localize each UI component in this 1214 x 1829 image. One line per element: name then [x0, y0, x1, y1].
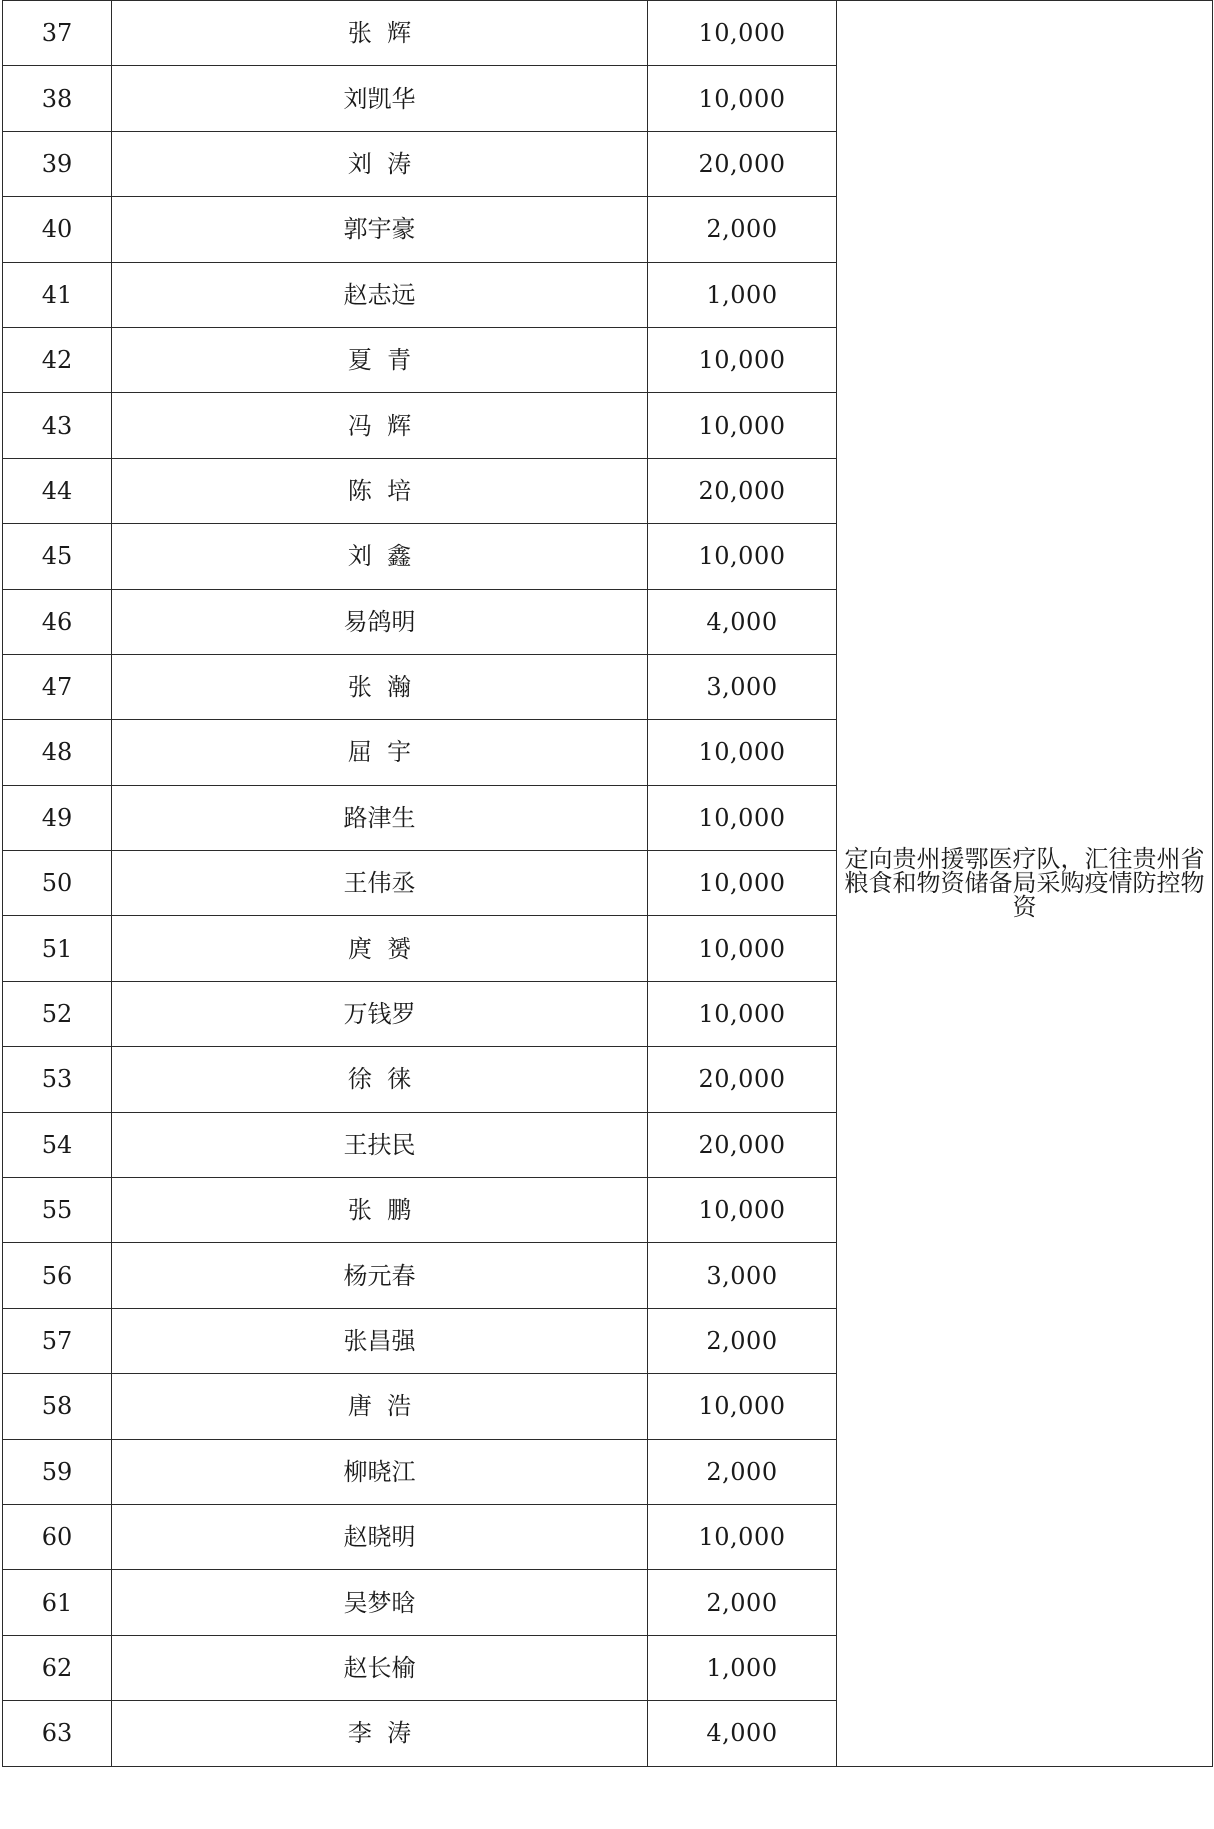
- donor-name: 赵晓明: [112, 1504, 648, 1569]
- donation-amount: 10,000: [648, 1374, 837, 1439]
- row-index: 40: [3, 197, 112, 262]
- donor-name: 张昌强: [112, 1308, 648, 1373]
- donation-amount: 10,000: [648, 1, 837, 66]
- donation-amount: 10,000: [648, 1504, 837, 1569]
- donor-name: 冯 辉: [112, 393, 648, 458]
- donation-amount: 20,000: [648, 131, 837, 196]
- row-index: 57: [3, 1308, 112, 1373]
- row-index: 45: [3, 524, 112, 589]
- row-index: 44: [3, 458, 112, 523]
- donor-name: 刘 涛: [112, 131, 648, 196]
- row-index: 55: [3, 1178, 112, 1243]
- donation-amount: 20,000: [648, 458, 837, 523]
- donor-name: 张 辉: [112, 1, 648, 66]
- row-index: 63: [3, 1701, 112, 1766]
- donation-amount: 2,000: [648, 1308, 837, 1373]
- donor-name: 唐 浩: [112, 1374, 648, 1439]
- donor-name: 庹 赟: [112, 916, 648, 981]
- donor-name: 柳晓江: [112, 1439, 648, 1504]
- donation-table-body: [3, 1, 1213, 1767]
- donation-amount: 10,000: [648, 981, 837, 1046]
- donor-name: 陈 培: [112, 458, 648, 523]
- donation-amount: 3,000: [648, 654, 837, 719]
- donation-amount: 10,000: [648, 851, 837, 916]
- row-index: 46: [3, 589, 112, 654]
- donor-name: 王伟丞: [112, 851, 648, 916]
- row-index: 43: [3, 393, 112, 458]
- donor-name: 刘凯华: [112, 66, 648, 131]
- row-index: 38: [3, 66, 112, 131]
- row-index: 60: [3, 1504, 112, 1569]
- row-index: 52: [3, 981, 112, 1046]
- donation-amount: 1,000: [648, 1635, 837, 1700]
- row-index: 37: [3, 1, 112, 66]
- row-index: 62: [3, 1635, 112, 1700]
- row-index: 49: [3, 785, 112, 850]
- donation-amount: 10,000: [648, 916, 837, 981]
- donation-amount: 2,000: [648, 1439, 837, 1504]
- donation-amount: 10,000: [648, 720, 837, 785]
- row-index: 56: [3, 1243, 112, 1308]
- row-index: 48: [3, 720, 112, 785]
- row-index: 54: [3, 1112, 112, 1177]
- donor-name: 屈 宇: [112, 720, 648, 785]
- donation-table: [2, 0, 1213, 1767]
- donation-purpose-note: 定向贵州援鄂医疗队，汇往贵州省粮食和物资储备局采购疫情防控物资: [837, 1, 1213, 1767]
- donation-amount: 4,000: [648, 589, 837, 654]
- row-index: 47: [3, 654, 112, 719]
- donor-name: 杨元春: [112, 1243, 648, 1308]
- row-index: 41: [3, 262, 112, 327]
- donor-name: 李 涛: [112, 1701, 648, 1766]
- row-index: 51: [3, 916, 112, 981]
- donor-name: 刘 鑫: [112, 524, 648, 589]
- donor-name: 赵志远: [112, 262, 648, 327]
- donation-amount: 10,000: [648, 393, 837, 458]
- table-row: [3, 1, 1213, 66]
- donor-name: 易鸽明: [112, 589, 648, 654]
- donor-name: 徐 徕: [112, 1047, 648, 1112]
- donation-amount: 2,000: [648, 1570, 837, 1635]
- row-index: 42: [3, 327, 112, 392]
- donor-name: 吴梦晗: [112, 1570, 648, 1635]
- donor-name: 郭宇豪: [112, 197, 648, 262]
- donor-name: 王扶民: [112, 1112, 648, 1177]
- donor-name: 赵长榆: [112, 1635, 648, 1700]
- row-index: 59: [3, 1439, 112, 1504]
- donation-amount: 10,000: [648, 66, 837, 131]
- row-index: 58: [3, 1374, 112, 1439]
- donor-name: 万钱罗: [112, 981, 648, 1046]
- row-index: 61: [3, 1570, 112, 1635]
- donor-name: 路津生: [112, 785, 648, 850]
- row-index: 50: [3, 851, 112, 916]
- donation-amount: 3,000: [648, 1243, 837, 1308]
- donation-amount: 20,000: [648, 1112, 837, 1177]
- donation-amount: 10,000: [648, 1178, 837, 1243]
- donor-name: 夏 青: [112, 327, 648, 392]
- donation-amount: 1,000: [648, 262, 837, 327]
- donation-amount: 2,000: [648, 197, 837, 262]
- row-index: 39: [3, 131, 112, 196]
- donation-amount: 4,000: [648, 1701, 837, 1766]
- row-index: 53: [3, 1047, 112, 1112]
- donor-name: 张 鹏: [112, 1178, 648, 1243]
- donation-amount: 20,000: [648, 1047, 837, 1112]
- donation-amount: 10,000: [648, 785, 837, 850]
- donation-amount: 10,000: [648, 524, 837, 589]
- donation-amount: 10,000: [648, 327, 837, 392]
- donor-name: 张 瀚: [112, 654, 648, 719]
